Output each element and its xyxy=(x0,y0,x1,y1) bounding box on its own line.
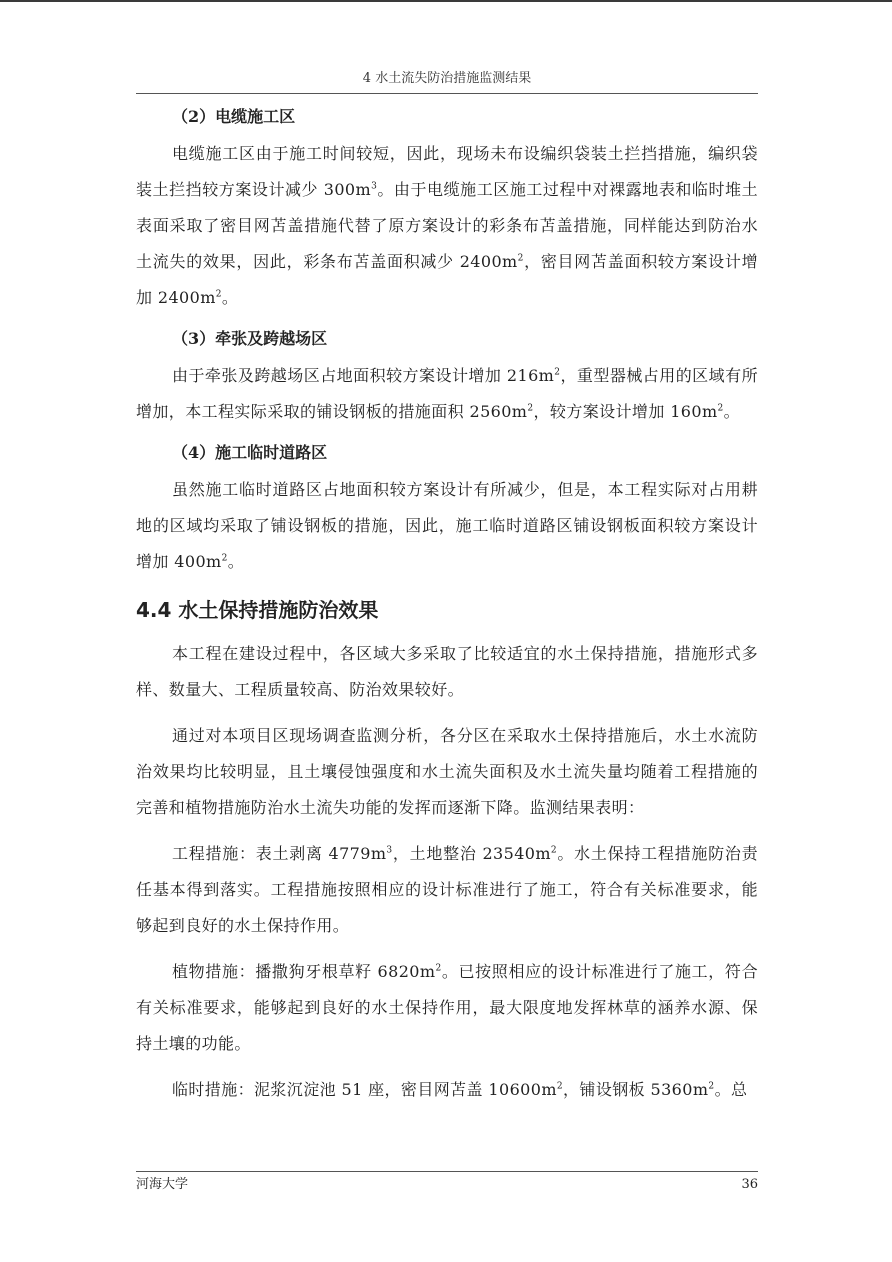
traction-area-paragraph xyxy=(136,358,758,430)
text-run: 。 xyxy=(723,402,741,421)
text-run: 。水土保持工程措施防治责任基本得到落实。工程措施按照相应的设计标准进行了施工，符合有关标准要求，能够起到良好的水土保持作用。 xyxy=(136,844,758,935)
text-run: ，重型器械占用的区域有所增加，本工程实际采取的铺设钢板的措施面积 2560m xyxy=(136,366,758,421)
superscript: 2 xyxy=(221,553,228,564)
page-number: 36 xyxy=(741,1177,758,1192)
superscript: 2 xyxy=(550,845,558,856)
superscript: 2 xyxy=(708,1081,715,1092)
text-run: 。已按照相应的设计标准进行了施工，符合有关标准要求，能够起到良好的水土保持作用，最大限度地发挥林草的涵养水源、保持土壤的功能。 xyxy=(136,962,758,1053)
header-divider xyxy=(136,93,758,94)
text-run: ，较方案设计增加 160m xyxy=(533,402,718,421)
cable-area-heading: （2）电缆施工区 xyxy=(172,107,296,126)
cable-area-paragraph xyxy=(136,136,758,316)
superscript: 3 xyxy=(371,181,378,192)
top-border xyxy=(0,0,892,2)
vegetation-measures-paragraph xyxy=(136,954,758,1062)
superscript: 2 xyxy=(554,367,561,378)
text-run: 电缆施工区由于施工时间较短，因此，现场未布设编织袋装土拦挡措施，编织袋装土拦挡较方案设计减少 300m xyxy=(136,144,758,199)
superscript: 2 xyxy=(517,253,524,264)
text-run: 虽然施工临时道路区占地面积较方案设计有所减少，但是，本工程实际对占用耕地的区域均采取了铺设钢板的措施，因此，施工临时道路区铺设钢板面积较方案设计增加 400m xyxy=(136,480,758,571)
effect-paragraph-2: 通过对本项目区现场调查监测分析，各分区在采取水土保持措施后，水土水流防治效果均比较明显，且土壤侵蚀强度和水土流失面积及水土流失量均随着工程措施的完善和植物措施防治水土流失功能的发挥而逐渐下降。监测结果表明： xyxy=(136,726,758,817)
text-run: 。 xyxy=(227,552,245,571)
temporary-measures-paragraph xyxy=(136,1072,758,1108)
text-run: ，土地整治 23540m xyxy=(392,844,551,863)
text-run: 。总 xyxy=(714,1080,748,1099)
superscript: 2 xyxy=(215,289,222,300)
superscript: 3 xyxy=(386,845,393,856)
superscript: 2 xyxy=(435,963,442,974)
superscript: 2 xyxy=(556,1081,564,1092)
superscript: 2 xyxy=(717,403,724,414)
section-4-4-title: 4.4 水土保持措施防治效果 xyxy=(136,598,379,622)
text-run: 植物措施：播撒狗牙根草籽 6820m xyxy=(172,962,436,981)
footer-divider xyxy=(136,1171,758,1172)
footer-institution: 河海大学 xyxy=(136,1177,189,1192)
engineering-measures-paragraph xyxy=(136,836,758,944)
temp-road-heading: （4）施工临时道路区 xyxy=(172,443,328,462)
effect-paragraph-1: 本工程在建设过程中，各区域大多采取了比较适宜的水土保持措施，措施形式多样、数量大、工程质量较高、防治效果较好。 xyxy=(136,644,758,699)
text-run: 。由于电缆施工区施工过程中对裸露地表和临时堆土表面采取了密目网苫盖措施代替了原方案设计的彩条布苫盖措施，同样能达到防治水土流失的效果，因此，彩条布苫盖面积减少 2400m xyxy=(136,180,759,271)
superscript: 2 xyxy=(527,403,534,414)
text-run: ，密目网苫盖面积较方案设计增加 2400m xyxy=(136,252,758,307)
page-header: 4 水土流失防治措施监测结果 xyxy=(362,71,532,86)
page-body xyxy=(136,104,758,1108)
traction-area-heading: （3）牵张及跨越场区 xyxy=(172,329,328,348)
temp-road-paragraph xyxy=(136,472,758,580)
text-run: 。 xyxy=(221,288,239,307)
text-run: 工程措施：表土剥离 4779m xyxy=(172,844,387,863)
text-run: 临时措施：泥浆沉淀池 51 座，密目网苫盖 10600m xyxy=(172,1080,557,1099)
text-run: ，铺设钢板 5360m xyxy=(563,1080,709,1099)
text-run: 由于牵张及跨越场区占地面积较方案设计增加 216m xyxy=(172,366,555,385)
